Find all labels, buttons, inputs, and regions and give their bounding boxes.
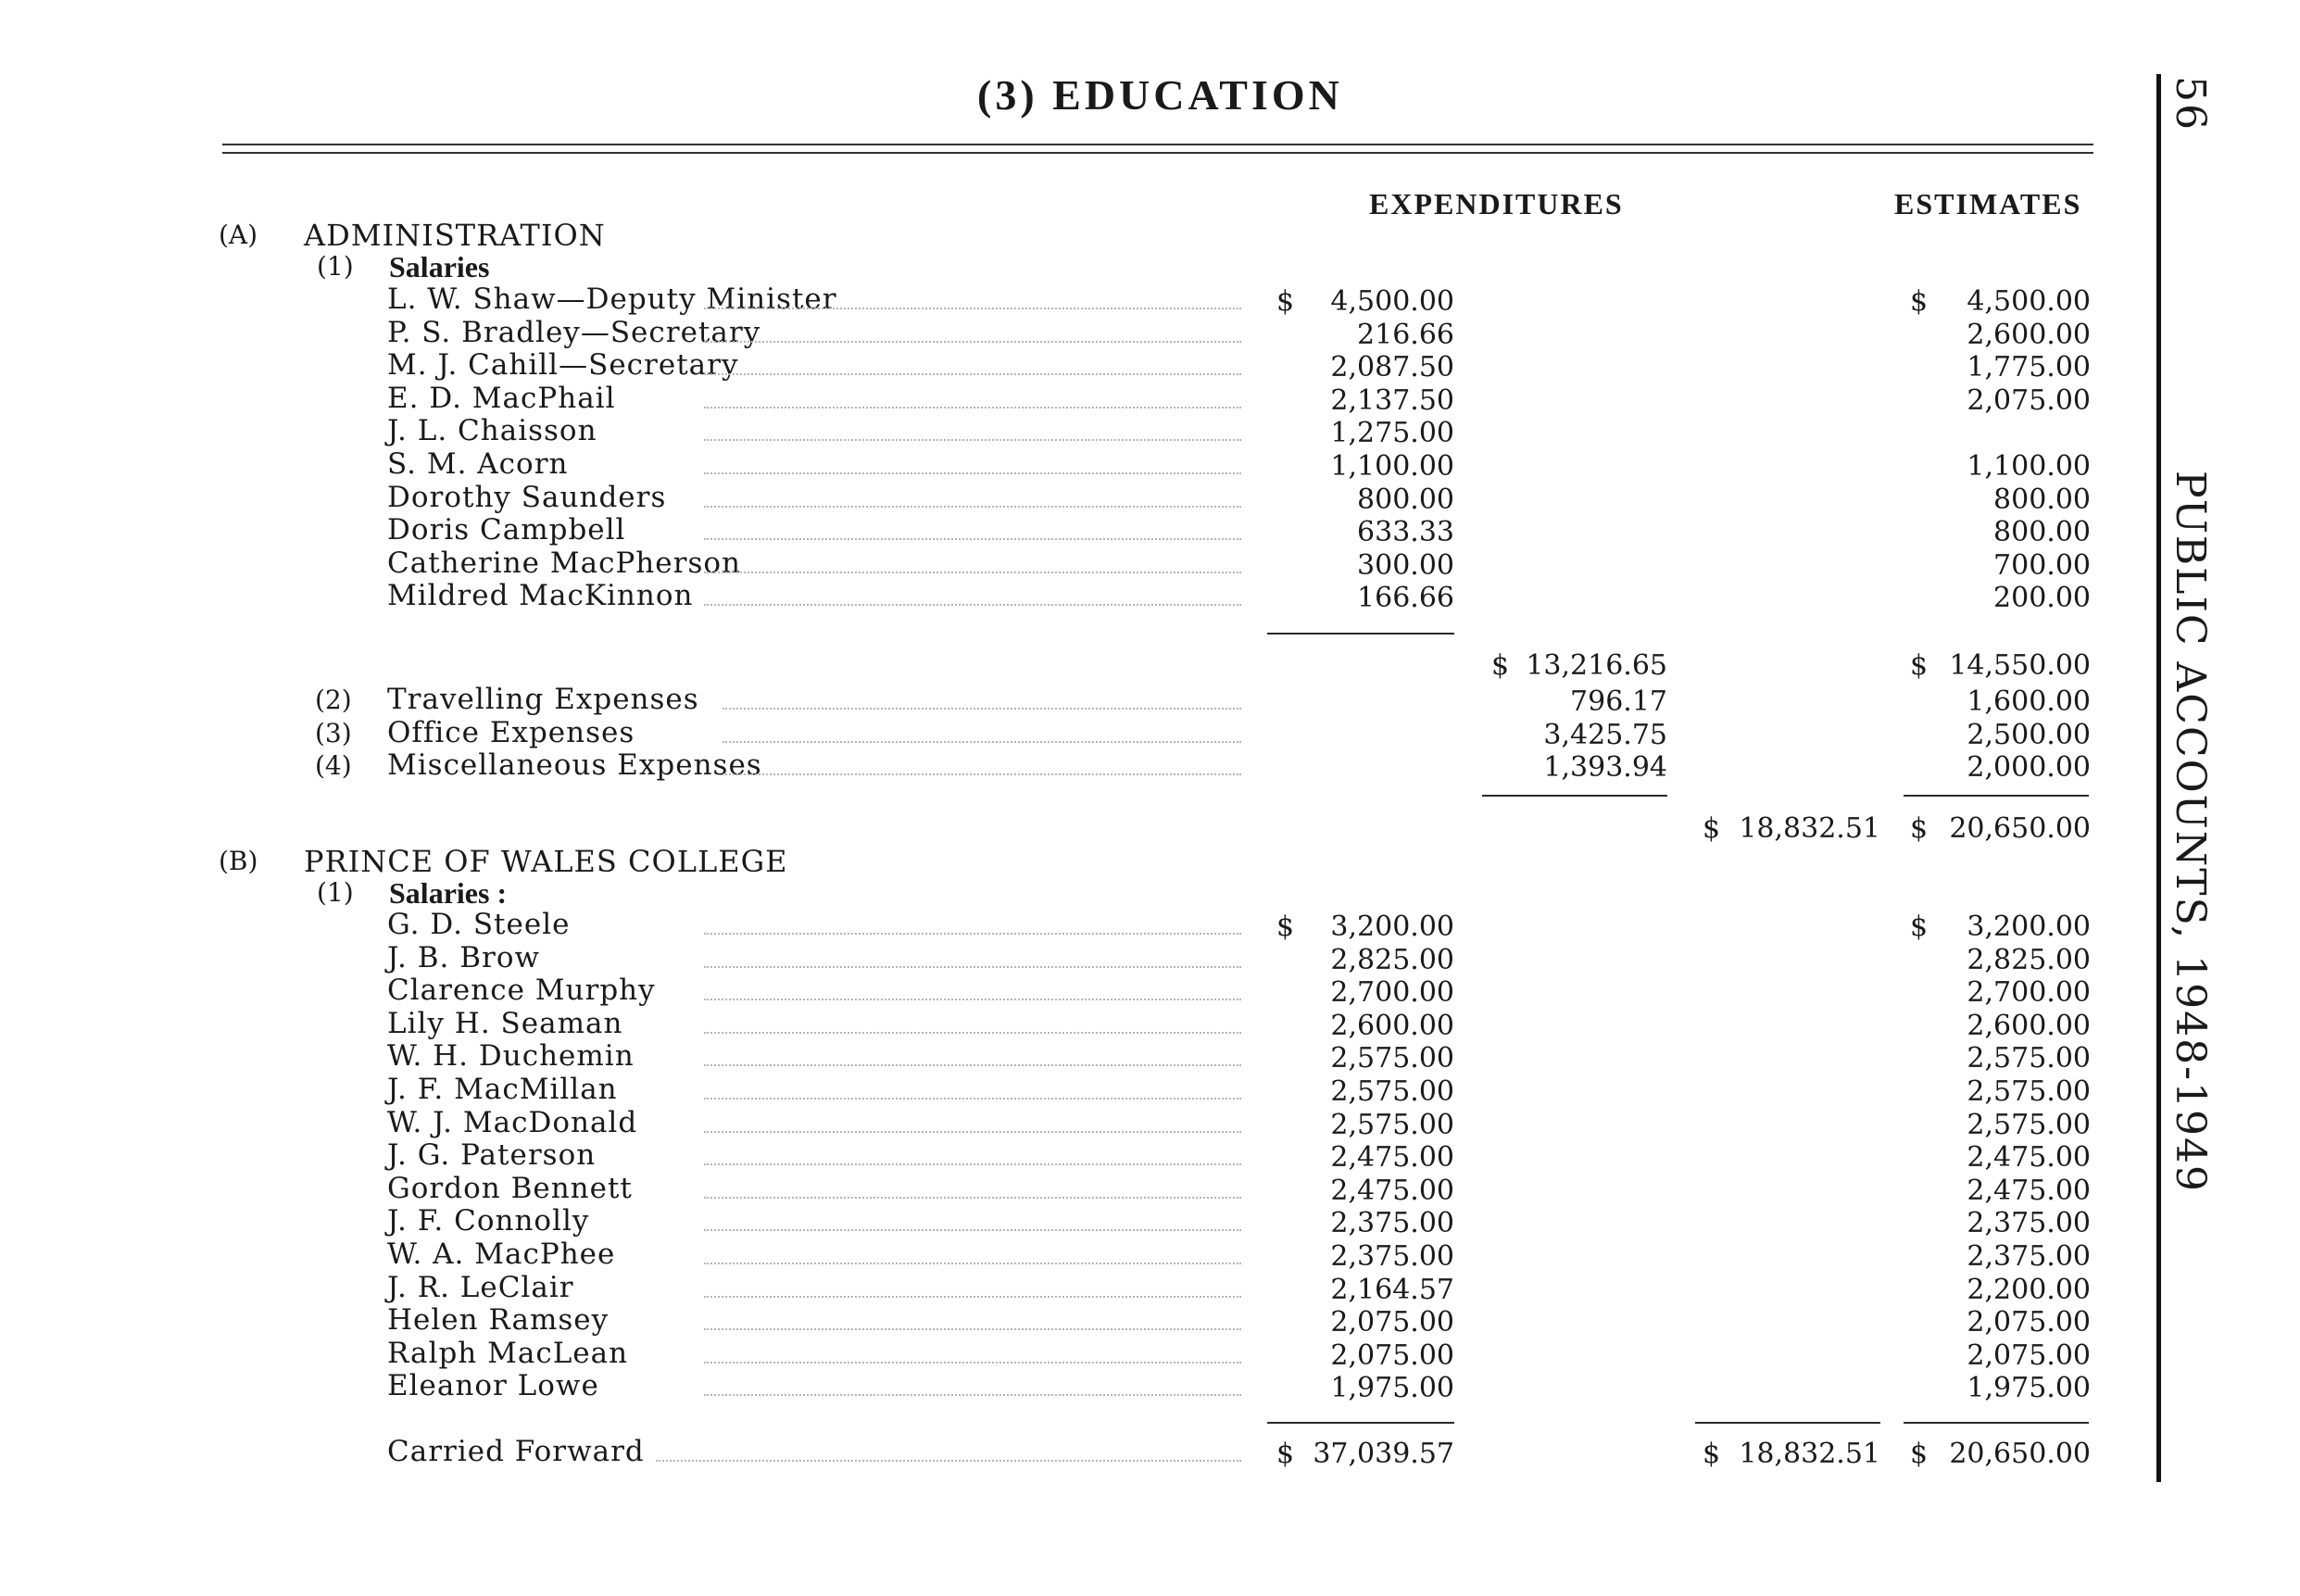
section-a-salaries-num: (1) [317,251,354,282]
leader-dots [704,506,1241,508]
expenditure-amount: 2,087.50 [1330,351,1454,384]
expenditure-amount: 2,575.00 [1330,1042,1454,1075]
carried-forward-exp: 37,039.57 [1313,1438,1454,1470]
section-b-letter: (B) [219,846,258,876]
employee-name: Mildred MacKinnon [387,579,694,613]
expenditure-amount: 2,700.00 [1330,976,1454,1010]
expense-name: Office Expenses [387,715,635,749]
leader-dots [704,999,1241,1000]
expenditures-header: EXPENDITURES [1369,187,1624,220]
estimate-amount: 1,100.00 [1967,450,2091,483]
expenditure-amount: 300.00 [1357,548,1454,582]
employee-name: W. H. Duchemin [387,1039,635,1074]
employee-name: J. B. Brow [387,940,541,974]
section-a-salaries-rule [1267,633,1454,635]
carried-forward-label: Carried Forward [387,1435,645,1468]
expenditure-amount: 633.33 [1357,516,1454,549]
leader-dots [723,773,1241,775]
section-a-salaries-est-dollar: $ [1910,649,1929,682]
expenditure-amount: 2,475.00 [1330,1141,1454,1175]
expenditure-amount: 2,600.00 [1330,1009,1454,1042]
estimate-amount: 2,600.00 [1967,1009,2091,1042]
section-a-salaries-total: 13,216.65 [1526,649,1667,682]
section-a-est-total: 20,650.00 [1949,812,2091,845]
estimate-amount: 4,500.00 [1967,285,2091,318]
employee-name: E. D. MacPhail [387,381,616,415]
estimate-amount: 2,500.00 [1967,718,2091,751]
estimate-amount: 2,075.00 [1967,383,2091,417]
leader-dots [704,1394,1241,1396]
estimate-amount: 700.00 [1993,548,2091,582]
estimate-amount: 2,575.00 [1967,1042,2091,1075]
expenditure-amount: 4,500.00 [1330,285,1454,318]
section-a-est-total-dollar: $ [1910,812,1929,845]
carried-forward-total-dollar: $ [1703,1438,1721,1470]
section-a-salaries-est-total: 14,550.00 [1949,649,2091,682]
leader-dots [704,341,1241,343]
employee-name: Dorothy Saunders [387,480,667,514]
cf-exp-rule [1267,1422,1454,1424]
employee-name: P. S. Bradley—Secretary [387,315,761,349]
margin-rule [2156,74,2161,1482]
estimate-amount: 2,825.00 [1967,943,2091,976]
estimate-amount: 2,075.00 [1967,1338,2091,1372]
leader-dots [704,407,1241,408]
leader-dots [704,604,1241,606]
expenditure-amount: 800.00 [1357,483,1454,516]
leader-dots [704,1229,1241,1231]
employee-name: Ralph MacLean [387,1336,629,1370]
section-a-salaries-total-dollar: $ [1491,649,1510,682]
page-title: (3) EDUCATION [977,71,1343,119]
estimate-amount: 1,975.00 [1967,1372,2091,1405]
leader-dots [704,1197,1241,1199]
employee-name: Catherine MacPherson [387,546,741,580]
expenditure-amount: 2,164.57 [1330,1273,1454,1306]
leader-dots [704,1296,1241,1298]
estimate-amount: 2,700.00 [1967,976,2091,1010]
employee-name: Helen Ramsey [387,1303,610,1338]
expenditure-amount: 3,200.00 [1330,911,1454,943]
leader-dots [704,1098,1241,1100]
section-b-salaries-num: (1) [317,877,354,908]
currency-sign: $ [1910,285,1929,318]
employee-name: M. J. Cahill—Secretary [387,348,739,383]
expenditure-amount: 216.66 [1357,318,1454,351]
expense-number: (4) [315,750,352,781]
section-a-total: 18,832.51 [1739,812,1880,845]
expenditure-amount: 2,075.00 [1330,1338,1454,1372]
leader-dots [704,1263,1241,1264]
estimate-amount: 1,775.00 [1967,351,2091,384]
leader-dots [704,1131,1241,1133]
expenditure-amount: 796.17 [1570,685,1667,718]
estimate-amount: 800.00 [1993,516,2091,549]
section-a-total-dollar: $ [1703,812,1721,845]
employee-name: W. A. MacPhee [387,1238,616,1271]
employee-name: G. D. Steele [387,908,571,941]
expense-name: Travelling Expenses [387,683,699,716]
expenditure-amount: 2,575.00 [1330,1108,1454,1141]
employee-name: J. G. Paterson [387,1138,597,1173]
employee-name: Gordon Bennett [387,1171,633,1205]
currency-sign: $ [1276,911,1295,943]
leader-dots [704,472,1241,474]
estimate-amount: 2,075.00 [1967,1306,2091,1339]
expenditure-amount: 2,375.00 [1330,1240,1454,1273]
running-head: PUBLIC ACCOUNTS, 1948-1949 [2167,471,2214,1193]
title-rule-top [222,144,2093,145]
employee-name: Eleanor Lowe [387,1369,599,1403]
carried-forward-est-dollar: $ [1910,1438,1929,1470]
carried-forward-total: 18,832.51 [1739,1438,1880,1470]
leader-dots [723,708,1241,710]
employee-name: S. M. Acorn [387,447,569,481]
estimate-amount: 2,600.00 [1967,318,2091,351]
employee-name: J. F. Connolly [387,1204,590,1238]
estimate-amount: 200.00 [1993,582,2091,615]
leader-dots [704,373,1241,375]
expenditure-amount: 1,393.94 [1543,751,1667,784]
leader-dots [704,1064,1241,1066]
section-a-est-total-rule [1904,795,2089,797]
leader-dots [704,1328,1241,1330]
cf-est-rule [1904,1422,2089,1424]
expenditure-amount: 3,425.75 [1543,718,1667,751]
employee-name: Lily H. Seaman [387,1006,623,1040]
estimate-amount: 2,575.00 [1967,1108,2091,1141]
employee-name: W. J. MacDonald [387,1105,638,1139]
currency-sign: $ [1910,911,1929,943]
expenditure-amount: 2,075.00 [1330,1306,1454,1339]
employee-name: J. F. MacMillan [387,1073,618,1106]
section-b-salaries-label: Salaries : [389,876,508,910]
estimate-amount: 1,600.00 [1967,685,2091,718]
title-rule-bottom [222,152,2093,154]
currency-sign: $ [1276,285,1295,318]
employee-name: Doris Campbell [387,513,626,547]
estimate-amount: 3,200.00 [1967,911,2091,943]
expenditure-amount: 1,975.00 [1330,1372,1454,1405]
expenditure-amount: 2,475.00 [1330,1174,1454,1207]
section-b-title: PRINCE OF WALES COLLEGE [304,844,788,879]
carried-forward-est: 20,650.00 [1949,1438,2091,1470]
expense-name: Miscellaneous Expenses [387,748,762,782]
employee-name: J. L. Chaisson [387,414,597,448]
section-a-exp-total-rule [1482,795,1667,797]
estimate-amount: 2,475.00 [1967,1141,2091,1175]
employee-name: J. R. LeClair [387,1270,574,1304]
leader-dots [704,1032,1241,1034]
section-a-title: ADMINISTRATION [304,218,606,253]
leader-dots [704,966,1241,968]
leader-dots [704,439,1241,441]
employee-name: Clarence Murphy [387,974,656,1008]
expenditure-amount: 2,375.00 [1330,1207,1454,1240]
section-a-letter: (A) [219,220,258,250]
estimate-amount: 2,575.00 [1967,1075,2091,1108]
carried-forward-exp-dollar: $ [1276,1438,1295,1470]
expenditure-amount: 166.66 [1357,582,1454,615]
leader-dots [704,572,1241,573]
expenditure-amount: 2,575.00 [1330,1075,1454,1108]
leader-dots [723,741,1241,743]
expenditure-amount: 2,825.00 [1330,943,1454,976]
expense-number: (2) [315,685,352,715]
estimates-header: ESTIMATES [1894,187,2082,220]
expenditure-amount: 1,275.00 [1330,417,1454,450]
estimate-amount: 2,475.00 [1967,1174,2091,1207]
carried-forward-dots [656,1460,1241,1462]
page-number: 56 [2167,76,2214,132]
leader-dots [704,538,1241,540]
estimate-amount: 800.00 [1993,483,2091,516]
employee-name: L. W. Shaw—Deputy Minister [387,283,837,316]
leader-dots [704,308,1241,309]
leader-dots [704,1163,1241,1165]
section-a-salaries-label: Salaries [389,250,490,283]
cf-total-rule [1695,1422,1880,1424]
leader-dots [704,933,1241,935]
estimate-amount: 2,375.00 [1967,1240,2091,1273]
leader-dots [704,1362,1241,1364]
expenditure-amount: 2,137.50 [1330,383,1454,417]
expenditure-amount: 1,100.00 [1330,450,1454,483]
estimate-amount: 2,000.00 [1967,751,2091,784]
expense-number: (3) [315,717,352,748]
estimate-amount: 2,375.00 [1967,1207,2091,1240]
estimate-amount: 2,200.00 [1967,1273,2091,1306]
